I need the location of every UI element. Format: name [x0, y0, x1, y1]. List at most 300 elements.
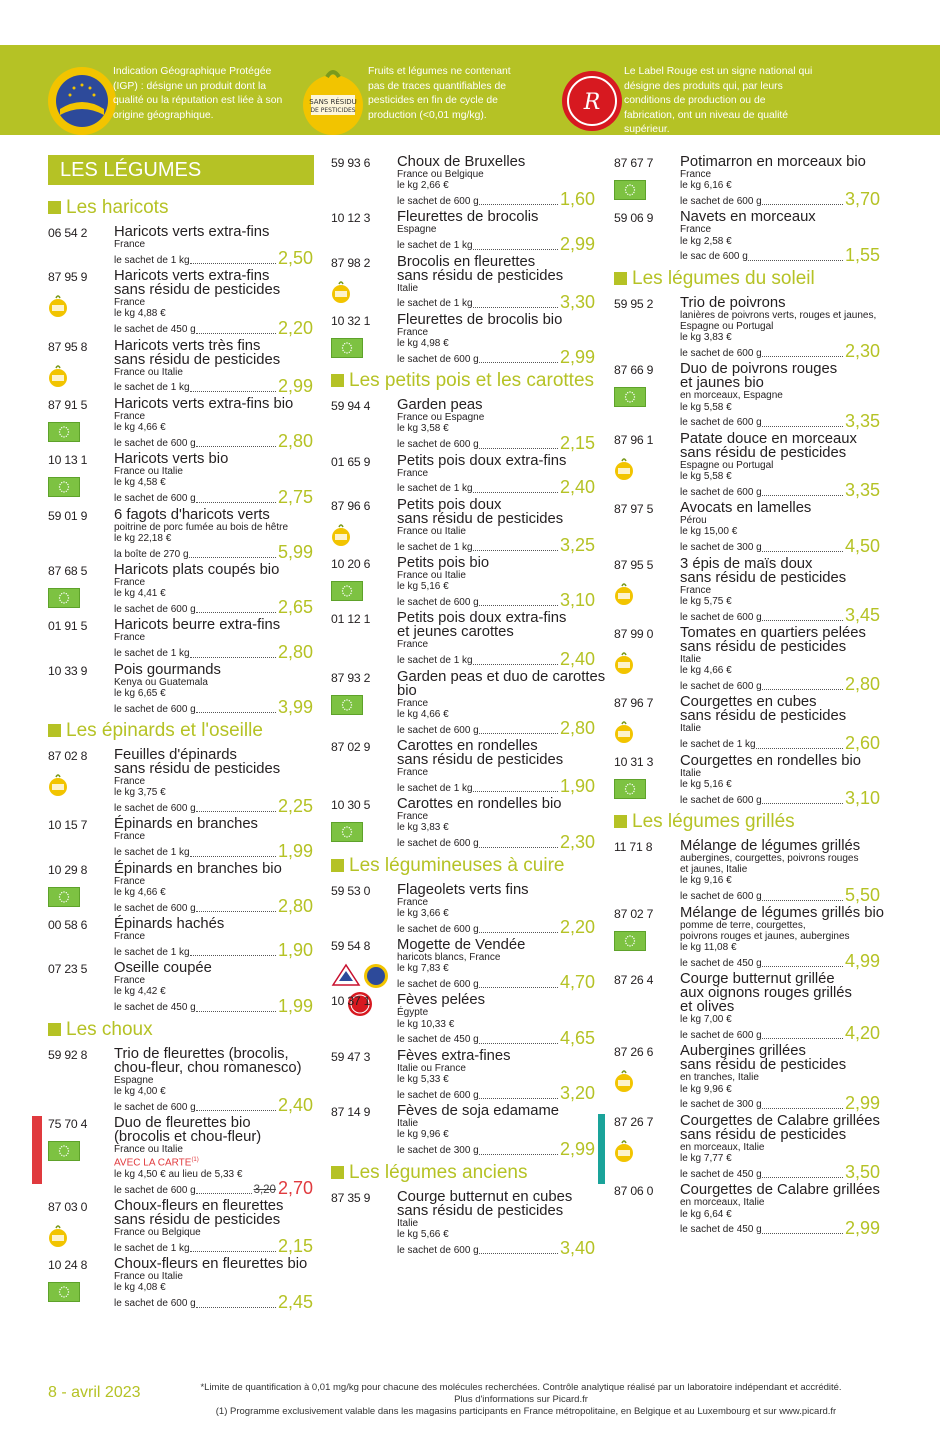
product-body: [114, 960, 313, 1016]
pack-size: le sachet de 600 g: [397, 724, 479, 736]
pack-size: le sachet de 1 kg: [680, 739, 756, 751]
product-name: sans résidu de pesticides: [680, 639, 847, 656]
price: 3,25: [559, 535, 595, 556]
section-heading-label: Les légumineuses à cuire: [349, 854, 565, 876]
product-detail: France: [114, 931, 146, 943]
product-body: [680, 555, 880, 626]
product-item: [331, 397, 595, 453]
product-name: Haricots verts extra-fins: [114, 224, 270, 240]
price: 5,99: [277, 542, 313, 563]
product-code: 87 02 8: [48, 749, 88, 764]
product-item: [331, 610, 595, 669]
leader-dots: [196, 811, 276, 812]
product-badge: [331, 338, 363, 363]
product-body: [397, 496, 595, 556]
product-code: 87 02 7: [614, 906, 654, 921]
igp-description: Indication Géographique Protégée (IGP) : désigne un produit dont la qualité ou la réputation est liée à son origine géographique.: [113, 66, 283, 121]
footnote-pesticides: *Limite de quantification à 0,01 mg/kg pour chacune des molécules recherchées. Contrôle analytique réalisé par un laboratoire indépendant et accrédité. Plus d'informations sur Picard.fr: [200, 1382, 842, 1405]
product-detail: France: [397, 326, 429, 338]
product-item: [331, 796, 595, 852]
product-detail: le kg 3,83 €: [397, 822, 449, 834]
product-code: 87 95 8: [48, 339, 88, 354]
product-detail: le kg 4,66 €: [114, 422, 166, 434]
product-name: et jaunes bio: [680, 375, 764, 392]
product-body: [680, 500, 880, 556]
price-row: [397, 917, 595, 938]
product-code: 06 54 2: [48, 226, 88, 240]
product-item: [614, 1043, 880, 1113]
page-num: 8: [48, 1384, 57, 1401]
price-row: [397, 432, 595, 453]
section-heading-label: Les petits pois et les carottes: [349, 370, 595, 392]
price: 3,35: [844, 480, 880, 501]
product-detail: le kg 9,96 €: [397, 1129, 449, 1141]
product-detail: le kg 4,08 €: [114, 1282, 166, 1294]
product-body: [680, 1182, 880, 1238]
pack-size: le sachet de 450 g: [680, 957, 762, 969]
pack-size: le sachet de 1 kg: [114, 254, 190, 266]
product-name: Courgettes de Calabre grillées: [680, 1112, 880, 1129]
product-detail: France ou Italie: [397, 525, 466, 537]
price-row: [397, 648, 595, 669]
product-code: 59 47 3: [331, 1049, 371, 1064]
product-body: [397, 992, 595, 1048]
leader-dots: [196, 612, 276, 613]
product-item: [614, 296, 880, 360]
price-row: [114, 995, 313, 1016]
product-code: 59 94 4: [331, 399, 371, 414]
product-detail: Égypte: [397, 1007, 429, 1019]
product-item: [614, 430, 880, 501]
leader-dots: [479, 987, 558, 988]
product-body: [397, 154, 595, 210]
pack-size: le sachet de 600 g: [114, 703, 196, 715]
product-body: [680, 296, 880, 360]
product-detail: Italie: [397, 1217, 419, 1229]
product-detail: Italie: [680, 654, 702, 666]
product-code: 87 95 9: [48, 270, 88, 285]
pack-size: le sachet de 600 g: [114, 802, 196, 814]
product-body: [397, 555, 595, 611]
column-middle: [331, 154, 606, 1259]
product-badge: [614, 651, 634, 680]
pack-size: le sachet de 600 g: [397, 923, 479, 935]
product-code: 87 67 7: [614, 156, 654, 170]
price: 2,99: [559, 233, 595, 254]
product-code: 87 97 5: [614, 502, 654, 517]
product-item: [48, 860, 313, 917]
price-row: [114, 796, 313, 817]
product-detail: Italie: [397, 1118, 419, 1130]
price-row: [680, 535, 880, 556]
section-heading-label: Les choux: [66, 1018, 153, 1040]
product-item: [614, 694, 880, 753]
product-item: [48, 224, 313, 269]
product-item: [48, 506, 313, 563]
eu-organic-leaf-icon: [48, 1282, 80, 1302]
product-name: sans résidu de pesticides: [114, 761, 281, 778]
product-detail: le kg 6,65 €: [114, 687, 166, 699]
product-item: [331, 311, 595, 368]
product-name: Fleurettes de brocolis bio: [397, 311, 563, 328]
product-name: Trio de poivrons: [680, 294, 786, 311]
price: 3,70: [844, 189, 880, 210]
product-code: 87 91 5: [48, 397, 88, 412]
price-row: [680, 951, 880, 972]
leader-dots: [196, 333, 276, 334]
leader-dots: [196, 712, 276, 713]
price-row: [680, 732, 880, 753]
product-name: Navets en morceaux: [680, 209, 816, 226]
eu-organic-leaf-icon: [331, 581, 363, 601]
price-row: [680, 788, 880, 809]
product-body: [680, 625, 880, 695]
product-body: [680, 1112, 880, 1183]
product-name: Brocolis en fleurettes: [397, 253, 536, 270]
product-body: [397, 796, 595, 852]
leader-dots: [196, 1110, 276, 1111]
leader-dots: [762, 356, 843, 357]
product-code: 87 99 0: [614, 627, 654, 642]
price: 2,99: [844, 1217, 880, 1238]
price-row: [114, 431, 313, 452]
pack-size: le sachet de 600 g: [680, 195, 762, 207]
product-code: 01 65 9: [331, 454, 371, 469]
price-row: [114, 542, 313, 563]
product-name: Duo de poivrons rouges: [680, 361, 838, 378]
pack-size: le sachet de 1 kg: [397, 298, 473, 310]
price-row: [397, 1138, 595, 1159]
section-heading: [48, 718, 313, 744]
pack-size: le sachet de 600 g: [680, 417, 762, 429]
price: 1,55: [844, 244, 880, 265]
leader-dots: [762, 1038, 843, 1039]
price: 2,80: [559, 718, 595, 739]
product-item: [614, 209, 880, 265]
product-detail: France: [114, 577, 146, 589]
product-code: 87 98 2: [331, 255, 371, 270]
product-name: Haricots plats coupés bio: [114, 562, 280, 579]
pack-size: le sachet de 1 kg: [114, 946, 190, 958]
price-row: [114, 1178, 313, 1199]
leader-dots: [479, 932, 558, 933]
product-detail: France ou Italie: [397, 570, 466, 582]
section-heading-label: Les épinards et l'oseille: [66, 720, 263, 742]
product-detail: haricots blancs, France: [397, 952, 501, 964]
product-body: [114, 339, 313, 394]
product-badge: [614, 457, 634, 486]
product-name: Potimarron en morceaux bio: [680, 154, 866, 170]
price-row: [114, 840, 313, 861]
eu-organic-leaf-icon: [48, 422, 80, 442]
price: 2,80: [844, 674, 880, 695]
product-code: 10 13 1: [48, 453, 88, 468]
product-name: Feuilles d'épinards: [114, 747, 237, 764]
leader-dots: [479, 1098, 558, 1099]
price: 2,15: [559, 432, 595, 453]
product-detail: Espagne ou Portugal: [680, 321, 774, 333]
highlight-marker: [598, 1114, 605, 1184]
product-name: Courge butternut grillée: [680, 971, 835, 988]
product-detail: pomme de terre, courgettes,: [680, 919, 806, 931]
price: 5,50: [844, 884, 880, 905]
product-name: Épinards en branches bio: [114, 860, 282, 877]
pack-size: le sachet de 600 g: [397, 195, 479, 207]
product-code: 87 66 9: [614, 363, 654, 378]
leader-dots: [762, 966, 843, 967]
product-badge: [48, 773, 68, 802]
product-body: [114, 562, 313, 618]
footnote-ref: (1): [191, 1157, 199, 1164]
product-detail: France: [397, 467, 429, 479]
leader-dots: [479, 1154, 558, 1155]
product-name: sans résidu de pesticides: [397, 752, 564, 769]
price: 4,50: [844, 535, 880, 556]
section-square-icon: [614, 272, 627, 285]
product-body: [114, 747, 313, 817]
price-row: [114, 1291, 313, 1312]
price-row: [680, 480, 880, 501]
section-square-icon: [48, 1023, 61, 1036]
price-row: [680, 605, 880, 626]
product-item: [614, 361, 880, 431]
product-code: 59 54 8: [331, 939, 371, 954]
product-detail: le kg 4,98 €: [397, 338, 449, 350]
leader-dots: [196, 446, 276, 447]
product-code: 59 93 6: [331, 156, 371, 170]
pack-size: le sachet de 600 g: [397, 1244, 479, 1256]
leader-dots: [479, 204, 558, 205]
product-name: Courge butternut en cubes: [397, 1188, 573, 1205]
product-body: [397, 1103, 595, 1159]
price-row: [114, 940, 313, 961]
product-body: [680, 430, 880, 501]
pack-size: le sachet de 1 kg: [397, 782, 473, 794]
leader-dots: [762, 551, 843, 552]
product-detail: le kg 4,41 €: [114, 588, 166, 600]
product-name: Garden peas et duo de carottes: [397, 668, 606, 685]
product-body: [114, 395, 313, 452]
product-item: [331, 454, 595, 495]
eu-organic-leaf-icon: [614, 779, 646, 799]
product-name: sans résidu de pesticides: [680, 708, 847, 725]
leader-dots: [196, 1193, 252, 1194]
product-detail: France: [114, 297, 146, 309]
price: 2,60: [844, 732, 880, 753]
product-name: (brocolis et chou-fleur): [114, 1129, 262, 1146]
product-item: [331, 738, 595, 797]
product-code: 87 03 0: [48, 1200, 88, 1215]
product-detail: le kg 7,83 €: [397, 963, 449, 975]
price-row: [397, 233, 595, 254]
pack-size: le sachet de 600 g: [397, 838, 479, 850]
product-item: [331, 937, 595, 993]
no-pesticide-seal-icon: [297, 65, 369, 137]
price: 2,99: [844, 1092, 880, 1113]
pack-size: le sachet de 300 g: [397, 1145, 479, 1157]
pack-size: le sachet de 1 kg: [397, 240, 473, 252]
eu-organic-leaf-icon: [48, 477, 80, 497]
price: 2,20: [277, 317, 313, 338]
product-name: aux oignons rouges grillés: [680, 985, 852, 1002]
product-code: 10 37 1: [331, 994, 371, 1009]
product-badge: [614, 779, 646, 804]
price-row: [397, 1027, 595, 1048]
product-code: 11 71 8: [614, 840, 653, 855]
product-detail: le kg 3,83 €: [680, 332, 732, 344]
footnote-loyalty: (1) Programme exclusivement valable dans les magasins participants en France métropolitaine, en Belgique et au Luxembourg et sur www.picard.fr: [215, 1406, 837, 1417]
price-row: [114, 486, 313, 507]
product-item: [48, 395, 313, 452]
product-badge: [614, 1069, 634, 1098]
label-rouge-seal-icon: [556, 65, 628, 137]
leader-dots: [762, 426, 843, 427]
product-name: Petits pois doux: [397, 496, 502, 513]
pack-size: le sachet de 450 g: [114, 1002, 196, 1014]
price-row: [397, 476, 595, 497]
pack-size: le sachet de 600 g: [680, 794, 762, 806]
product-detail: France ou Italie: [114, 1144, 183, 1156]
eu-organic-leaf-icon: [48, 1141, 80, 1161]
product-code: 10 15 7: [48, 818, 88, 833]
leader-dots: [762, 803, 843, 804]
product-detail: le kg 2,58 €: [680, 235, 732, 247]
product-body: [680, 971, 880, 1044]
leader-dots: [479, 448, 558, 449]
eu-organic-leaf-icon: [614, 180, 646, 200]
product-badge: [614, 387, 646, 412]
pack-size: le sachet de 1 kg: [114, 1242, 190, 1254]
product-item: [48, 1256, 313, 1312]
product-badge: [48, 422, 80, 447]
product-detail: Espagne ou Portugal: [680, 459, 774, 471]
pack-size: le sachet de 450 g: [397, 1034, 479, 1046]
product-detail: le kg 9,16 €: [680, 875, 732, 887]
product-body: [680, 209, 880, 265]
product-detail: le kg 5,16 €: [680, 778, 732, 790]
price: 4,99: [844, 951, 880, 972]
product-badge: [48, 588, 80, 613]
product-item: [614, 839, 880, 903]
product-name: Courgettes de Calabre grillées: [680, 1182, 880, 1199]
product-name: 3 épis de maïs doux: [680, 555, 813, 572]
price: 2,20: [559, 917, 595, 938]
product-detail: le kg 5,66 €: [397, 1228, 449, 1240]
pack-size: le sachet de 600 g: [680, 486, 762, 498]
product-code: 75 70 4: [48, 1117, 88, 1132]
product-name: Trio de fleurettes (brocolis,: [114, 1045, 289, 1062]
product-item: [614, 1112, 880, 1183]
product-detail: France ou Italie: [114, 1271, 183, 1283]
igp-seal-icon: [46, 65, 118, 137]
product-item: [331, 1103, 595, 1159]
price: 4,70: [559, 972, 595, 993]
product-item: [331, 255, 595, 310]
product-badge: [614, 931, 646, 956]
price: 3,10: [844, 788, 880, 809]
leader-dots: [189, 557, 276, 558]
price: 2,99: [277, 375, 313, 396]
section-heading-label: Les haricots: [66, 197, 169, 218]
product-item: [48, 1045, 313, 1116]
product-detail: France: [114, 410, 146, 422]
product-code: 87 96 1: [614, 432, 654, 447]
section-square-icon: [331, 1166, 344, 1179]
product-item: [614, 752, 880, 809]
column-right: [614, 154, 884, 1239]
product-name: sans résidu de pesticides: [397, 510, 564, 527]
no-pesticide-badge-icon: [48, 294, 68, 318]
leader-dots: [748, 260, 843, 261]
price-row: [397, 1083, 595, 1104]
product-detail: le kg 2,66 €: [397, 180, 449, 192]
product-body: [680, 904, 884, 972]
product-detail: France: [114, 776, 146, 788]
svg-text:SANS RÉSIDU: SANS RÉSIDU: [309, 98, 357, 106]
price-row: [397, 1238, 595, 1259]
eu-organic-leaf-icon: [614, 387, 646, 407]
product-name: Courgettes en rondelles bio: [680, 752, 861, 769]
product-name: Carottes en rondelles: [397, 738, 538, 755]
product-body: [114, 224, 313, 269]
igp-badge-icon: [363, 963, 389, 989]
leader-dots: [196, 1011, 276, 1012]
eu-organic-leaf-icon: [48, 588, 80, 608]
product-detail: le kg 5,58 €: [680, 471, 732, 483]
product-detail: en morceaux, Italie: [680, 1197, 765, 1209]
product-code: 87 02 9: [331, 740, 371, 755]
leader-dots: [473, 307, 558, 308]
product-code: 87 14 9: [331, 1105, 371, 1120]
product-body: [397, 1188, 595, 1259]
product-badge: [331, 695, 363, 720]
pack-size: le sachet de 600 g: [680, 611, 762, 623]
product-code: 00 58 6: [48, 918, 88, 933]
price: 3,45: [844, 605, 880, 626]
leader-dots: [762, 1177, 843, 1178]
product-code: 10 33 9: [48, 663, 88, 678]
no-pesticide-badge-icon: [48, 773, 68, 797]
price: 3,30: [559, 291, 595, 312]
product-item: [331, 1188, 595, 1259]
price-row: [397, 590, 595, 611]
product-item: [614, 625, 880, 695]
product-detail: France ou Belgique: [397, 169, 484, 180]
product-item: [48, 747, 313, 817]
product-item: [48, 661, 313, 718]
product-code: 59 95 2: [614, 296, 654, 311]
product-name: Patate douce en morceaux: [680, 430, 857, 447]
price-row: [397, 972, 595, 993]
product-name: sans résidu de pesticides: [114, 1212, 281, 1229]
product-item: [48, 562, 313, 618]
price: 2,80: [277, 896, 313, 917]
price-row: [397, 718, 595, 739]
pack-size: le sachet de 600 g: [680, 680, 762, 692]
product-body: [114, 451, 313, 507]
eu-organic-leaf-icon: [48, 887, 80, 907]
product-detail: poitrine de porc fumée au bois de hêtre: [114, 521, 288, 533]
pack-size: le sachet de 600 g: [114, 437, 196, 449]
product-detail: le kg 4,42 €: [114, 986, 166, 998]
product-detail: France: [114, 875, 146, 887]
leader-dots: [473, 249, 558, 250]
leader-dots: [190, 856, 276, 857]
price: 4,20: [844, 1023, 880, 1044]
leader-dots: [479, 362, 558, 363]
pack-size: le sachet de 450 g: [114, 324, 196, 336]
no-pesticide-badge-icon: [614, 582, 634, 606]
